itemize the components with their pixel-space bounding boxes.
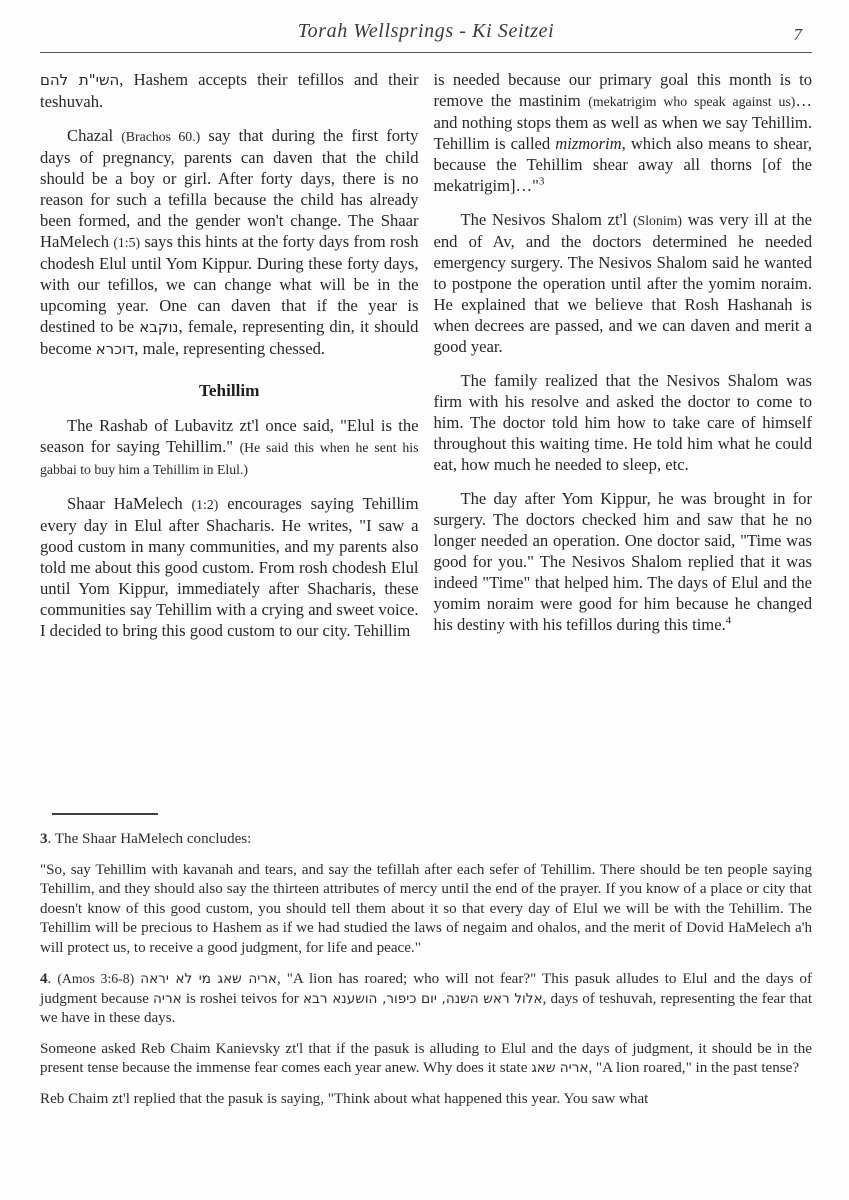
text-run: encourages saying Tehillim every day in Elul after Shacharis. He writes, "I saw a good custom in many communities, and my parents also told me about this good custom. From rosh chodesh Elul until Yom Kippur, immediately after Shacharis, these communities say Tehillim with a crying and sweet voice. I decided to bring this good custom to our city. Tehillim	[40, 494, 419, 640]
text-run: The day after Yom Kippur, he was brought in for surgery. The doctors checked him and saw that he no longer needed an operation. One doctor said, "Time was good for you." The Nesivos Shalom replied that it was indeed "Time" that helped him. The days of Elul and the yomim noraim were good for him because he changed his destiny with his tefillos during this time.	[433, 489, 812, 634]
body-paragraph	[40, 69, 419, 112]
right-column	[434, 69, 813, 809]
text-run: 3	[538, 175, 545, 188]
text-run: (mekatrigim who speak against us)	[588, 94, 796, 109]
footnote-separator	[52, 813, 158, 815]
text-run: The Rashab of Lubavitz zt'l once said, "Elul is the season for saying Tehillim."	[40, 416, 419, 456]
text-run: says this hints at the forty days from rosh chodesh Elul until Yom Kippur. During these forty days, with our tefillos, we can change what will be in the upcoming year. One can daven that if the year is destined to be	[40, 232, 419, 336]
text-run: was very ill at the end of Av, and the doctors determined he needed emergency surgery. The Nesivos Shalom said he wanted to postpone the operation until after the yomim noraim. He explained that we believe that Rosh Hashanah is when decrees are passed, and we can daven and merit a good year.	[433, 210, 812, 356]
text-run: , "A lion has roared; who will not fear?" This pasuk alludes to Elul and the days of judgment because	[40, 971, 812, 1007]
text-run: say that during the first forty days of pregnancy, parents can daven that the child should be a boy or girl. After forty days, there is no reason for such a tefilla because the child has already been formed, and the gender won't change. The Shaar HaMelech	[40, 126, 419, 251]
text-run: is needed because our primary goal this month is to remove the mastinim	[433, 70, 812, 110]
text-run: , which also means to shear, because the Tehillim shear away all thorns [of the mekatrigim]…"	[433, 134, 812, 195]
body-paragraph	[40, 415, 419, 480]
footnote-paragraph	[40, 1090, 812, 1110]
text-run: (Slonim)	[632, 213, 683, 228]
text-run: The Nesivos Shalom zt'l	[460, 210, 633, 229]
text-run: The family realized that the Nesivos Shalom was firm with his resolve and asked the doctor to come to him. The doctor told him how to take care of himself throughout this waiting time. He told him what he could eat, how much he needed to sleep, etc.	[433, 371, 812, 474]
hebrew-text: דוכרא	[95, 340, 135, 358]
text-run: Someone asked Reb Chaim Kanievsky zt'l that if the pasuk is alluding to Elul and the days of judgment, it should be in the present tense because the immense fear comes each year anew. Why does it state	[40, 1040, 812, 1076]
text-run: 4	[725, 614, 732, 627]
body-paragraph	[434, 370, 813, 475]
page-number: 7	[793, 25, 802, 44]
page-title: Torah Wellsprings - Ki Seitzei	[297, 20, 555, 42]
body-columns	[40, 69, 812, 809]
text-run: … and nothing stops them as well as when we say Tehillim. Tehillim is called	[433, 91, 812, 153]
text-run: (He said this when he sent his gabbai to buy him a Tehillim in Elul.)	[40, 440, 419, 477]
text-run: , "A lion roared," in the past tense?	[588, 1060, 800, 1076]
text-run: , days of teshuvah, representing the fear that we have in these days.	[40, 990, 813, 1026]
hebrew-text: אריה	[153, 990, 182, 1007]
text-run: , female, representing din, it should become	[40, 317, 419, 358]
text-run: is roshei teivos for	[181, 990, 303, 1007]
body-paragraph	[434, 69, 813, 196]
text-run: (1:5)	[113, 235, 141, 250]
footnotes-section	[40, 813, 812, 1109]
text-run: Shaar HaMelech	[67, 494, 192, 513]
text-run: Chazal	[67, 126, 122, 145]
body-paragraph	[40, 493, 419, 641]
text-run: mizmorim	[555, 134, 622, 153]
text-run: 3	[40, 831, 48, 847]
left-column	[40, 69, 419, 809]
text-run: . The Shaar HaMelech concludes:	[47, 831, 252, 847]
text-run: 4	[40, 971, 48, 987]
body-paragraph	[40, 125, 419, 360]
body-paragraph	[434, 488, 813, 635]
text-run: "So, say Tehillim with kavanah and tears, and say the tefillah after each sefer of Tehillim. There should be ten people saying Tehillim, and they should also say the thirteen attributes of mercy until the end of the prayer. If you know of a place or city that doesn't know of this good custom, you should tell them about it so that every day of Elul we will be with the Tehillim. The Tehillim will be precious to Hashem as if we had studied the laws of negaim and ohalos, and the merit of Dovid HaMelech a'h will protect us, to receive a good judgment, for life and peace."	[40, 861, 812, 956]
text-run: (1:2)	[191, 497, 219, 512]
footnote-paragraph	[40, 969, 812, 1029]
body-paragraph	[434, 209, 813, 357]
text-run: , Hashem accepts their tefillos and their teshuvah.	[40, 70, 419, 111]
text-run: Reb Chaim zt'l replied that the pasuk is saying, "Think about what happened this year. You saw what	[40, 1090, 649, 1107]
text-run: , male, representing chessed.	[134, 339, 326, 358]
hebrew-text: אלול ראש השנה, יום כיפור, הושענא רבא	[302, 990, 543, 1007]
hebrew-text: אריה שאג מי לא יראה	[140, 971, 277, 987]
hebrew-text: השי"ת להם	[40, 71, 120, 89]
hebrew-text: נוקבא	[139, 318, 179, 336]
footnote-paragraph	[40, 861, 812, 959]
hebrew-text: אריה שאג	[531, 1060, 589, 1076]
footnote-paragraph	[40, 830, 812, 850]
page-header	[40, 20, 812, 53]
footnote-paragraph	[40, 1040, 812, 1079]
text-run: (Brachos 60.)	[121, 129, 201, 144]
section-heading-tehillim: Tehillim	[199, 381, 260, 400]
text-run: (Amos 3:6-8)	[57, 971, 135, 986]
text-run: .	[47, 971, 58, 987]
